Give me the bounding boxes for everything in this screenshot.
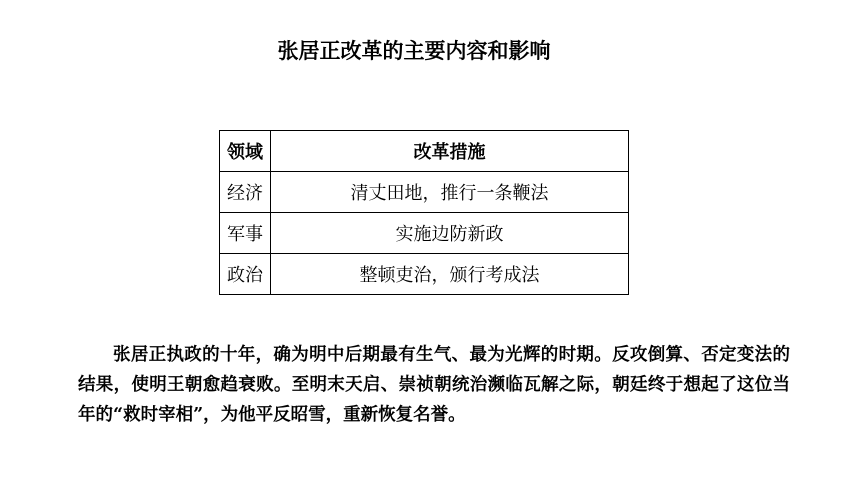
header-measures: 改革措施: [271, 131, 629, 172]
table-header-row: [220, 131, 629, 172]
measure-cell: 清丈田地，推行一条鞭法: [271, 172, 629, 213]
measure-cell: 实施边防新政: [271, 213, 629, 254]
field-cell: 经济: [220, 172, 271, 213]
reform-table: [219, 130, 629, 295]
field-cell: 军事: [220, 213, 271, 254]
table-row: [220, 172, 629, 213]
page-title: 张居正改革的主要内容和影响: [277, 39, 551, 63]
table-row: [220, 254, 629, 295]
passage-text: 张居正执政的十年，确为明中后期最有生气、最为光辉的时期。反攻倒算、否定变法的结果，使明王朝愈趋衰败。至明末天启、崇祯朝统治濒临瓦解之际，朝廷终于想起了这位当年的“救时宰相”，为他平反昭雪，重新恢复名誉。: [78, 345, 790, 425]
table-row: [220, 213, 629, 254]
field-cell: 政治: [220, 254, 271, 295]
header-field: 领域: [220, 131, 271, 172]
measure-cell: 整顿吏治，颁行考成法: [271, 254, 629, 295]
